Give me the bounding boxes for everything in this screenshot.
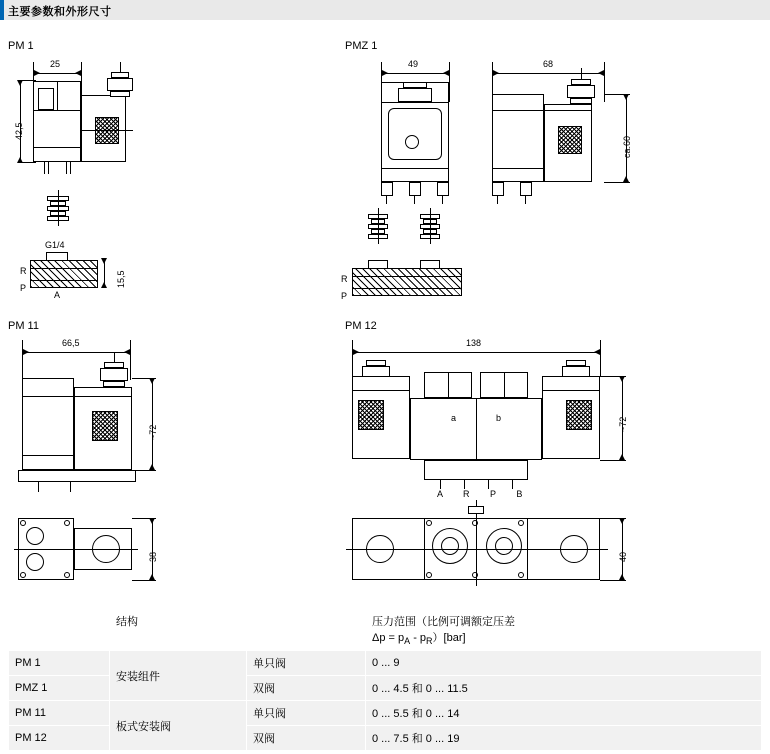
header-accent-bar (0, 0, 4, 20)
center-line (81, 130, 133, 131)
plate-line (352, 276, 462, 277)
coil-hatch (92, 411, 118, 441)
connector-base (103, 381, 125, 387)
valve-diaphragm-cover (388, 108, 442, 160)
bolt-hole (518, 520, 524, 526)
figure-title-pm11: PM 11 (8, 320, 39, 332)
dim-label-width: 66,5 (62, 338, 80, 348)
body-line (57, 81, 58, 110)
ext-line (604, 62, 605, 102)
center-line (581, 68, 582, 79)
valve-bore-a (441, 537, 459, 555)
header-cell-model (9, 609, 110, 651)
coil-hatch (358, 400, 384, 430)
figure-title-pmz1: PMZ 1 (345, 40, 378, 52)
body-line (542, 390, 600, 391)
ext-line (132, 518, 156, 519)
label-ports: A R P B (437, 489, 532, 499)
mount-pin (414, 196, 415, 204)
dim-label-height: ~72 (618, 416, 628, 432)
connector-plug (100, 368, 128, 381)
label-port-a: A (54, 290, 61, 300)
bolt-hole (426, 520, 432, 526)
dim-arrow (101, 258, 107, 264)
cell-range-pm11: 0 ... 5.5 和 0 ... 14 (366, 701, 762, 726)
top-view-boss (468, 506, 484, 514)
dim-line (622, 518, 623, 580)
plate-hatching (31, 261, 97, 287)
dim-line (492, 73, 604, 74)
mount-foot (437, 182, 449, 196)
cell-model-pm11: PM 11 (9, 701, 110, 726)
cell-range-pmz1: 0 ... 4.5 和 0 ... 11.5 (366, 676, 762, 701)
body-line (492, 110, 592, 111)
header-cell-type (247, 609, 366, 651)
sub-base (18, 470, 136, 482)
mount-pin (512, 480, 513, 489)
ext-line (132, 378, 156, 379)
bolt-hole (518, 572, 524, 578)
mount-foot (409, 182, 421, 196)
cell-construction-plate: 板式安装阀 (110, 701, 247, 751)
dim-label-width-left: 49 (408, 59, 419, 69)
dim-arrow (23, 349, 29, 355)
dim-arrow (353, 349, 359, 355)
dim-line (33, 73, 81, 74)
plate-line (352, 288, 462, 289)
valve-body (22, 378, 74, 470)
plate-boss (46, 252, 68, 261)
mount-pin (442, 196, 443, 204)
dim-arrow (75, 70, 81, 76)
table-header-row (9, 609, 762, 651)
mount-foot (520, 182, 532, 196)
ext-line (352, 340, 353, 376)
dim-arrow (101, 282, 107, 288)
dim-label-depth: 38 (148, 551, 158, 562)
center-line (476, 512, 477, 586)
body-line (381, 102, 449, 103)
bolt-hole (426, 572, 432, 578)
plate-hatching (353, 269, 461, 295)
cell-type-pm11: 单只阀 (247, 701, 366, 726)
dim-label-depth: 15,5 (116, 270, 126, 288)
body-line (22, 396, 132, 397)
ext-line (132, 580, 156, 581)
cell-range-pm1: 0 ... 9 (366, 651, 762, 676)
body-line (504, 372, 505, 398)
label-valve-b: b (496, 413, 502, 423)
coil-hatch (558, 126, 582, 154)
valve-bore-b (495, 537, 513, 555)
label-port-p: P (341, 291, 348, 301)
mount-pin (48, 162, 49, 174)
ext-line (600, 580, 626, 581)
dim-label-width: 138 (466, 338, 482, 348)
bolt-hole (472, 572, 478, 578)
mount-foot (381, 182, 393, 196)
body-line (492, 168, 544, 169)
bolt-hole (64, 520, 70, 526)
body-line (352, 390, 410, 391)
header-title: 主要参数和外形尺寸 (8, 6, 112, 18)
mount-pin (488, 480, 489, 489)
dim-line (381, 73, 449, 74)
dim-arrow (382, 70, 388, 76)
ext-line (600, 518, 626, 519)
bolt-hole (20, 572, 26, 578)
header-range-line2: $\Delta p = p_A - p_R)[bar]$ (372, 632, 466, 647)
ext-line (604, 94, 630, 95)
mount-pin (386, 196, 387, 204)
figure-title-pm12: PM 12 (345, 320, 377, 332)
ext-line (604, 182, 630, 183)
mount-pin (440, 480, 441, 489)
plate-line (30, 280, 98, 281)
valve-adjuster (38, 88, 54, 110)
section-header (0, 0, 770, 20)
bolt-hole (472, 520, 478, 526)
dim-label-depth: 40 (618, 551, 628, 562)
ext-line (600, 340, 601, 376)
coil-hatch (566, 400, 592, 430)
connector-cap (104, 362, 124, 368)
ext-line (600, 376, 626, 377)
center-line (58, 190, 59, 226)
dim-arrow (124, 349, 130, 355)
body-line (381, 168, 449, 169)
dim-arrow (443, 70, 449, 76)
mount-pin (525, 196, 526, 204)
center-line (378, 208, 379, 244)
mount-pin (70, 162, 71, 174)
dim-arrow (598, 70, 604, 76)
cell-construction-mount: 安装组件 (110, 651, 247, 701)
figure-title-pm1: PM 1 (8, 40, 34, 52)
cell-type-pmz1: 双阀 (247, 676, 366, 701)
port-hole (26, 553, 44, 571)
mount-foot (492, 182, 504, 196)
cell-model-pm1: PM 1 (9, 651, 110, 676)
label-valve-a: a (451, 413, 457, 423)
plate-boss (420, 260, 440, 269)
dim-label-height: 42,5 (14, 122, 24, 140)
connector-cap (571, 79, 591, 85)
dim-label-width: 25 (50, 59, 61, 69)
mount-pin (70, 482, 71, 492)
header-cell-range (366, 609, 762, 651)
connector-cap (111, 72, 129, 78)
port-hole (26, 527, 44, 545)
connector-cap (566, 360, 586, 366)
plate-line (30, 268, 98, 269)
cell-type-pm1: 单只阀 (247, 651, 366, 676)
body-line (448, 372, 449, 398)
center-line (430, 208, 431, 244)
center-line (14, 549, 138, 550)
connector-plug (362, 366, 390, 377)
connector-base (570, 98, 592, 104)
connector-cap (366, 360, 386, 366)
dim-label-height: ~72 (148, 424, 158, 440)
label-port-r: R (341, 274, 348, 284)
center-line (120, 62, 121, 72)
table-row (9, 651, 762, 676)
connector-base (110, 91, 130, 97)
body-line (33, 147, 81, 148)
connector-plug (567, 85, 595, 98)
dim-arrow (493, 70, 499, 76)
ext-line (22, 340, 23, 380)
connector-plug (562, 366, 590, 377)
dim-arrow (594, 349, 600, 355)
cell-range-pm12: 0 ... 7.5 和 0 ... 19 (366, 726, 762, 751)
sub-base (424, 460, 528, 480)
dim-label-width-right: 68 (543, 59, 554, 69)
ext-line (600, 460, 626, 461)
connector-cap (403, 82, 427, 88)
connector-plug (107, 78, 133, 91)
plate-boss (368, 260, 388, 269)
dim-line (152, 518, 153, 580)
adjust-screw (405, 135, 419, 149)
ext-line (130, 340, 131, 380)
center-line (114, 352, 115, 362)
ext-line (136, 470, 156, 471)
cell-type-pm12: 双阀 (247, 726, 366, 751)
dim-arrow (34, 70, 40, 76)
bolt-hole (64, 572, 70, 578)
center-line (346, 549, 608, 550)
header-cell-construction: 结构 (110, 609, 247, 651)
dim-label-height: ca.60 (622, 135, 632, 158)
body-line (22, 455, 74, 456)
table-row (9, 701, 762, 726)
mount-pin (38, 482, 39, 492)
label-port-r: R (20, 266, 27, 276)
bolt-hole (20, 520, 26, 526)
ext-line (20, 162, 36, 163)
header-range-line1: 压力范围（比例可调额定压差 (372, 616, 515, 628)
center-line (476, 398, 477, 460)
label-thread: G1/4 (45, 240, 65, 250)
label-port-p: P (20, 283, 27, 293)
ext-line (449, 62, 450, 102)
mount-pin (464, 480, 465, 489)
mount-pin (66, 162, 67, 174)
dim-line (352, 352, 600, 353)
mount-pin (497, 196, 498, 204)
cell-model-pmz1: PMZ 1 (9, 676, 110, 701)
body-line (33, 110, 81, 111)
spec-table (8, 608, 762, 751)
mount-pin (44, 162, 45, 174)
connector-plug (398, 88, 432, 102)
cell-model-pm12: PM 12 (9, 726, 110, 751)
